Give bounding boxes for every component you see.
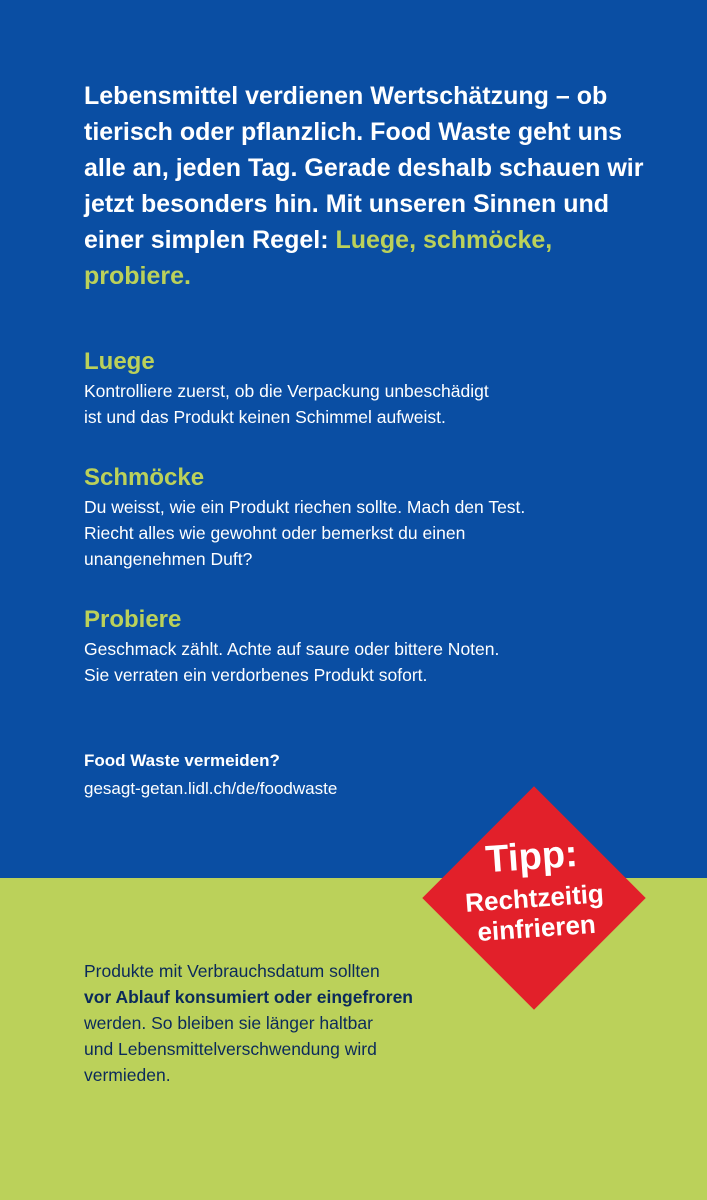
section-body [84,494,644,572]
tip-bold: vor Ablauf konsumiert oder eingefroren [84,987,413,1007]
intro-highlight: Luege, schmöcke, probiere. [84,226,553,290]
section-line: Geschmack zählt. Achte auf saure oder bittere Noten. [84,639,500,659]
intro-text [84,78,644,294]
tip-line: werden. So bleiben sie länger haltbar [84,1013,373,1033]
section-schmoecke [84,462,644,572]
tip-text [84,958,544,1088]
badge-title: Tipp: [484,832,580,882]
section-title: Probiere [84,606,182,633]
section-body [84,636,644,688]
section-line: ist und das Produkt keinen Schimmel aufweist. [84,407,446,427]
section-line: Kontrolliere zuerst, ob die Verpackung unbeschädigt [84,381,489,401]
section-probiere [84,604,644,688]
section-line: Du weisst, wie ein Produkt riechen sollte. Mach den Test. [84,497,526,517]
section-luege [84,346,644,430]
footer-title: Food Waste vermeiden? [84,751,280,770]
badge-line: Rechtzeitig [464,878,605,918]
footer-url-link[interactable]: gesagt-getan.lidl.ch/de/foodwaste [84,779,338,798]
section-title: Luege [84,348,155,375]
section-line: Riecht alles wie gewohnt oder bemerkst du einen [84,523,466,543]
intro-body: Lebensmittel verdienen Wertschätzung – ob tierisch oder pflanzlich. Food Waste geht uns alle an, jeden Tag. Gerade deshalb schauen wir jetzt besonders hin. Mit unseren Sinnen und einer simplen Regel: [84,82,644,254]
section-title: Schmöcke [84,464,205,491]
section-line: Sie verraten ein verdorbenes Produkt sofort. [84,665,428,685]
tip-line: und Lebensmittelverschwendung wird [84,1039,377,1059]
section-body [84,378,644,430]
tip-line: vermieden. [84,1065,171,1085]
tip-line: Produkte mit Verbrauchsdatum sollten [84,961,380,981]
section-line: unangenehmen Duft? [84,549,253,569]
badge-line: einfrieren [476,908,597,948]
